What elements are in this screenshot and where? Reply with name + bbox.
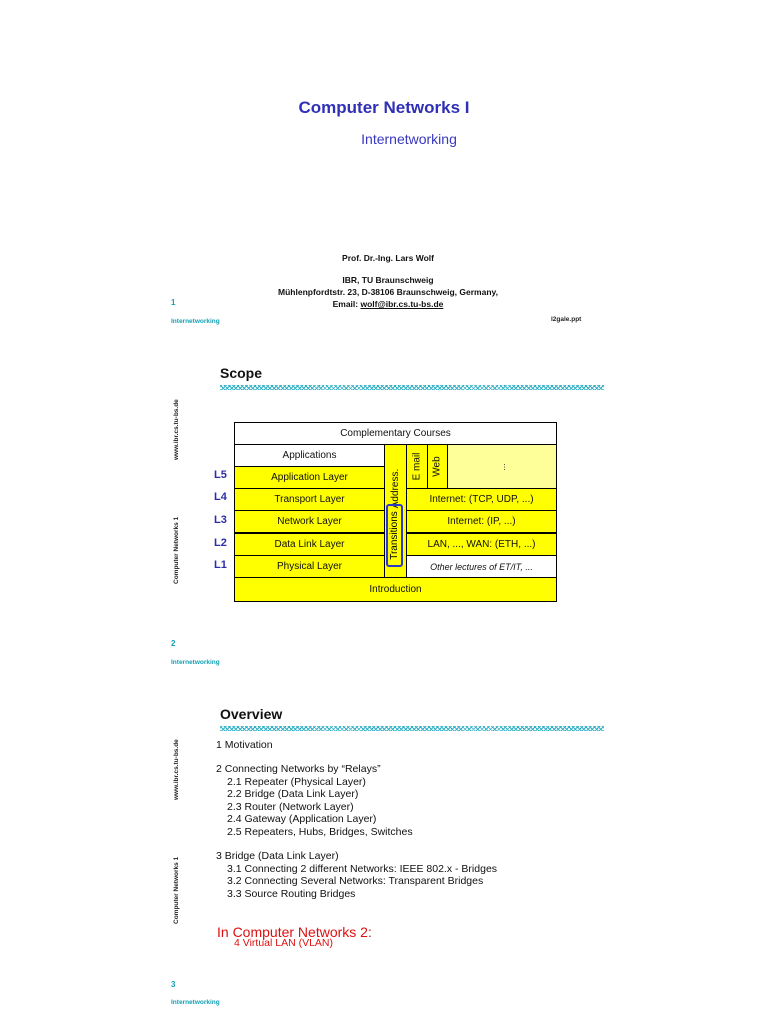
network-right-box: Internet: (IP, ...) (406, 510, 557, 533)
other-apps-dots: ... (496, 462, 507, 471)
layer-box-l4: Transport Layer (234, 488, 385, 511)
slide2-heading: Scope (220, 365, 263, 381)
layer-box-l3: Network Layer (234, 510, 385, 533)
address-label: Address. (390, 468, 401, 509)
slide2-footer-left: Internetworking (171, 659, 220, 666)
overview-item-2: 2 Connecting Networks by “Relays” (216, 763, 381, 775)
transport-right-box: Internet: (TCP, UDP, ...) (406, 488, 557, 511)
overview-item-2-3: 2.3 Router (Network Layer) (227, 801, 354, 813)
layer-label-l3: L3 (214, 514, 227, 526)
transitions-box (386, 504, 403, 567)
layer-label-l2: L2 (214, 537, 227, 549)
author-address: Mühlenpfordtstr. 23, D-38106 Braunschweig, Germany, (278, 287, 498, 297)
cn2-item: 4 Virtual LAN (VLAN) (234, 937, 334, 949)
slide3-footer-left: Internetworking (171, 999, 220, 1006)
layer-box-l5: Application Layer (234, 466, 385, 489)
slide1-footer-left: Internetworking (171, 318, 220, 325)
email-link[interactable]: wolf@ibr.cs.tu-bs.de (360, 299, 444, 309)
physical-right-box: Other lectures of ET/IT, ... (406, 555, 557, 578)
overview-item-2-1: 2.1 Repeater (Physical Layer) (227, 776, 366, 788)
slide3-heading: Overview (220, 706, 283, 722)
slide2-side-course: Computer Networks 1 (173, 516, 180, 584)
email-label: Email: (332, 299, 361, 309)
email-label-rot: E mail (411, 452, 423, 481)
web-box (427, 444, 448, 489)
complementary-courses-box: Complementary Courses (234, 422, 557, 445)
cn2-heading: In Computer Networks 2: (217, 924, 372, 940)
slide1-title: Computer Networks I (298, 98, 470, 117)
layer-label-l4: L4 (214, 491, 227, 503)
slide1-page-number: 1 (171, 298, 176, 307)
overview-item-2-5: 2.5 Repeaters, Hubs, Bridges, Switches (227, 826, 413, 838)
slide2-page-number: 2 (171, 639, 176, 648)
layer-label-l5: L5 (214, 469, 227, 481)
slide1-footer-right: l2gale.ppt (551, 316, 582, 323)
web-label: Web (432, 456, 444, 477)
transitions-label: Transitions (389, 511, 401, 560)
layer-label-l1: L1 (214, 559, 227, 571)
author-institute: IBR, TU Braunschweig (342, 275, 434, 285)
slide3-divider (220, 726, 604, 731)
email-box (406, 444, 428, 489)
overview-item-3-1: 3.1 Connecting 2 different Networks: IEEE 802.x - Bridges (227, 863, 498, 875)
author-name: Prof. Dr.-Ing. Lars Wolf (342, 253, 434, 263)
datalink-right-box: LAN, ..., WAN: (ETH, ...) (406, 533, 557, 556)
layer-box-l2: Data Link Layer (234, 533, 385, 556)
introduction-box: Introduction (234, 577, 557, 602)
slide3-page-number: 3 (171, 980, 176, 989)
overview-item-3: 3 Bridge (Data Link Layer) (216, 850, 339, 862)
overview-item-1: 1 Motivation (216, 739, 273, 751)
overview-item-2-4: 2.4 Gateway (Application Layer) (227, 813, 377, 825)
other-apps-box (447, 444, 557, 489)
overview-item-3-2: 3.2 Connecting Several Networks: Transparent Bridges (227, 875, 484, 887)
slide3-side-url: www.ibr.cs.tu-bs.de (173, 739, 180, 800)
layer-box-l1: Physical Layer (234, 555, 385, 578)
slide1-subtitle: Internetworking (361, 131, 457, 147)
slide3-side-course: Computer Networks 1 (173, 856, 180, 924)
overview-item-2-2: 2.2 Bridge (Data Link Layer) (227, 788, 359, 800)
overview-item-3-3: 3.3 Source Routing Bridges (227, 888, 356, 900)
applications-box: Applications (234, 444, 385, 467)
slide2-side-url: www.ibr.cs.tu-bs.de (173, 399, 180, 460)
